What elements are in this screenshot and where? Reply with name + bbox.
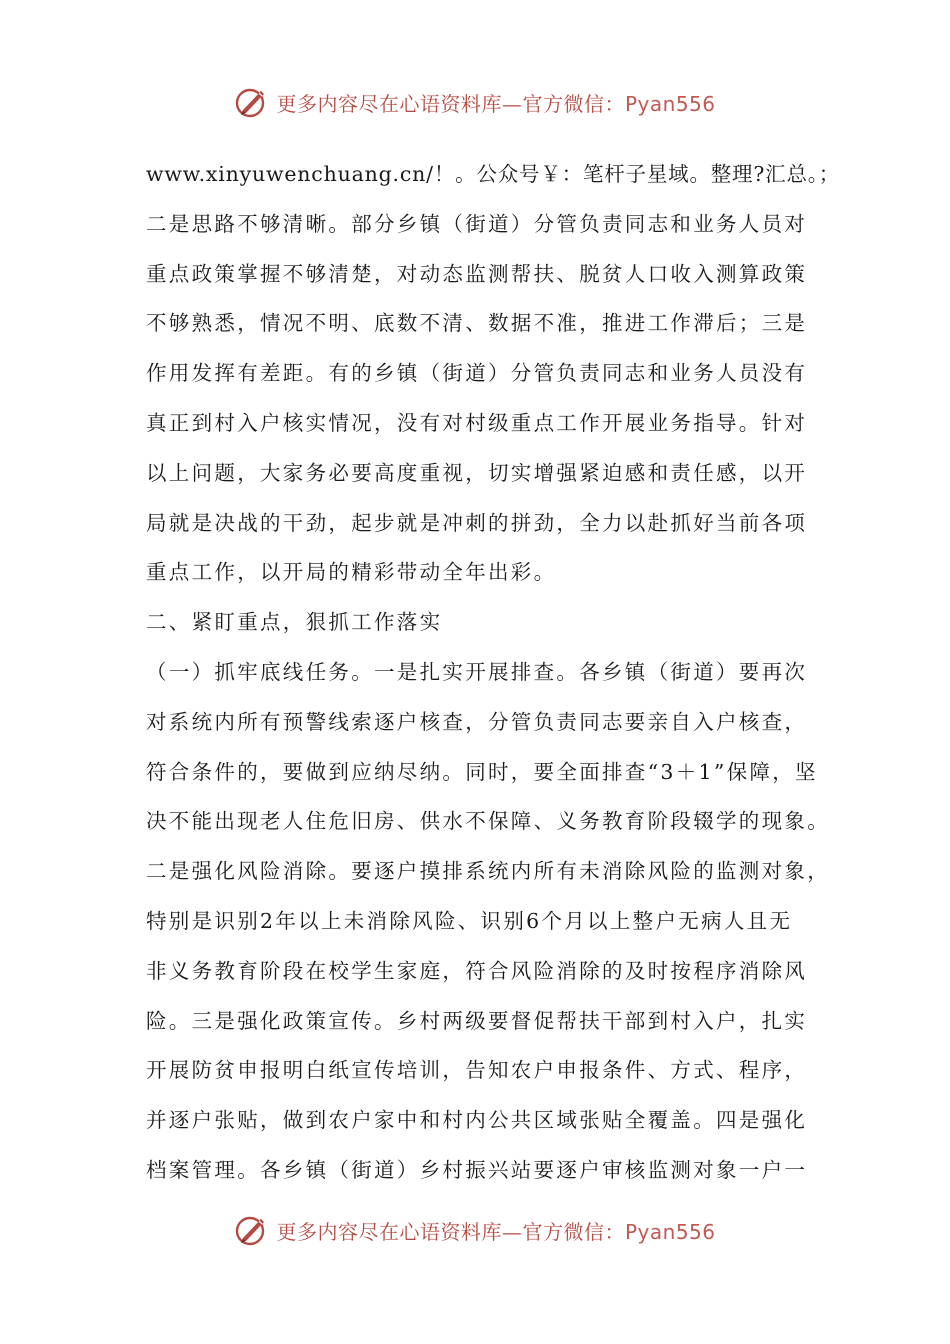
body-line: （一）抓牢底线任务。一是扎实开展排查。各乡镇（街道）要再次 bbox=[146, 659, 808, 684]
watermark-wechat-id: Pyan556 bbox=[624, 1219, 716, 1244]
body-line: 以上问题，大家务必要高度重视，切实增强紧迫感和责任感，以开 bbox=[146, 460, 808, 485]
body-line: 局就是决战的干劲，起步就是冲刺的拼劲，全力以赴抓好当前各项 bbox=[146, 510, 808, 535]
section-heading: 二、紧盯重点，狠抓工作落实 bbox=[146, 610, 443, 635]
watermark-slogan: 更多内容尽在心语资料库—官方微信： bbox=[276, 91, 625, 116]
watermark-wechat-id: Pyan556 bbox=[624, 91, 716, 116]
body-line: 并逐户张贴，做到农户家中和村内公共区域张贴全覆盖。四是强化 bbox=[146, 1108, 808, 1133]
body-line: 开展防贫申报明白纸宣传培训，告知农户申报条件、方式、程序， bbox=[146, 1058, 808, 1083]
body-line: 二是思路不够清晰。部分乡镇（街道）分管负责同志和业务人员对 bbox=[146, 211, 808, 236]
body-line: 真正到村入户核实情况，没有对村级重点工作开展业务指导。针对 bbox=[146, 410, 808, 435]
body-line: 作用发挥有差距。有的乡镇（街道）分管负责同志和业务人员没有 bbox=[146, 361, 808, 386]
watermark-text bbox=[276, 1216, 715, 1245]
body-line: 特别是识别2年以上未消除风险、识别6个月以上整户无病人且无 bbox=[146, 908, 793, 933]
watermark-slogan: 更多内容尽在心语资料库—官方微信： bbox=[276, 1219, 625, 1244]
footer-watermark-banner bbox=[0, 1210, 950, 1250]
body-line: 档案管理。各乡镇（街道）乡村振兴站要逐户审核监测对象一户一 bbox=[146, 1157, 808, 1182]
header-watermark-banner bbox=[0, 82, 950, 122]
pen-logo-icon bbox=[234, 85, 268, 119]
body-line: 重点工作，以开局的精彩带动全年出彩。 bbox=[146, 560, 557, 585]
body-line: 对系统内所有预警线索逐户核查，分管负责同志要亲自入户核查， bbox=[146, 709, 808, 734]
body-line: 重点政策掌握不够清楚，对动态监测帮扶、脱贫人口收入测算政策 bbox=[146, 261, 808, 286]
watermark-text bbox=[276, 88, 715, 117]
document-body bbox=[146, 150, 841, 1196]
body-line: 符合条件的，要做到应纳尽纳。同时，要全面排查“3＋1”保障，坚 bbox=[146, 759, 818, 784]
body-line: 非义务教育阶段在校学生家庭，符合风险消除的及时按程序消除风 bbox=[146, 958, 808, 983]
body-line: 决不能出现老人住危旧房、供水不保障、义务教育阶段辍学的现象。 bbox=[146, 809, 830, 834]
body-line: 二是强化风险消除。要逐户摸排系统内所有未消除风险的监测对象， bbox=[146, 859, 830, 884]
body-line: www.xinyuwenchuang.cn/！。公众号￥：笔杆子星域。整理?汇总。； bbox=[146, 162, 841, 186]
body-line: 险。三是强化政策宣传。乡村两级要督促帮扶干部到村入户，扎实 bbox=[146, 1008, 808, 1033]
body-line: 不够熟悉，情况不明、底数不清、数据不准，推进工作滞后；三是 bbox=[146, 311, 808, 336]
pen-logo-icon bbox=[234, 1213, 268, 1247]
